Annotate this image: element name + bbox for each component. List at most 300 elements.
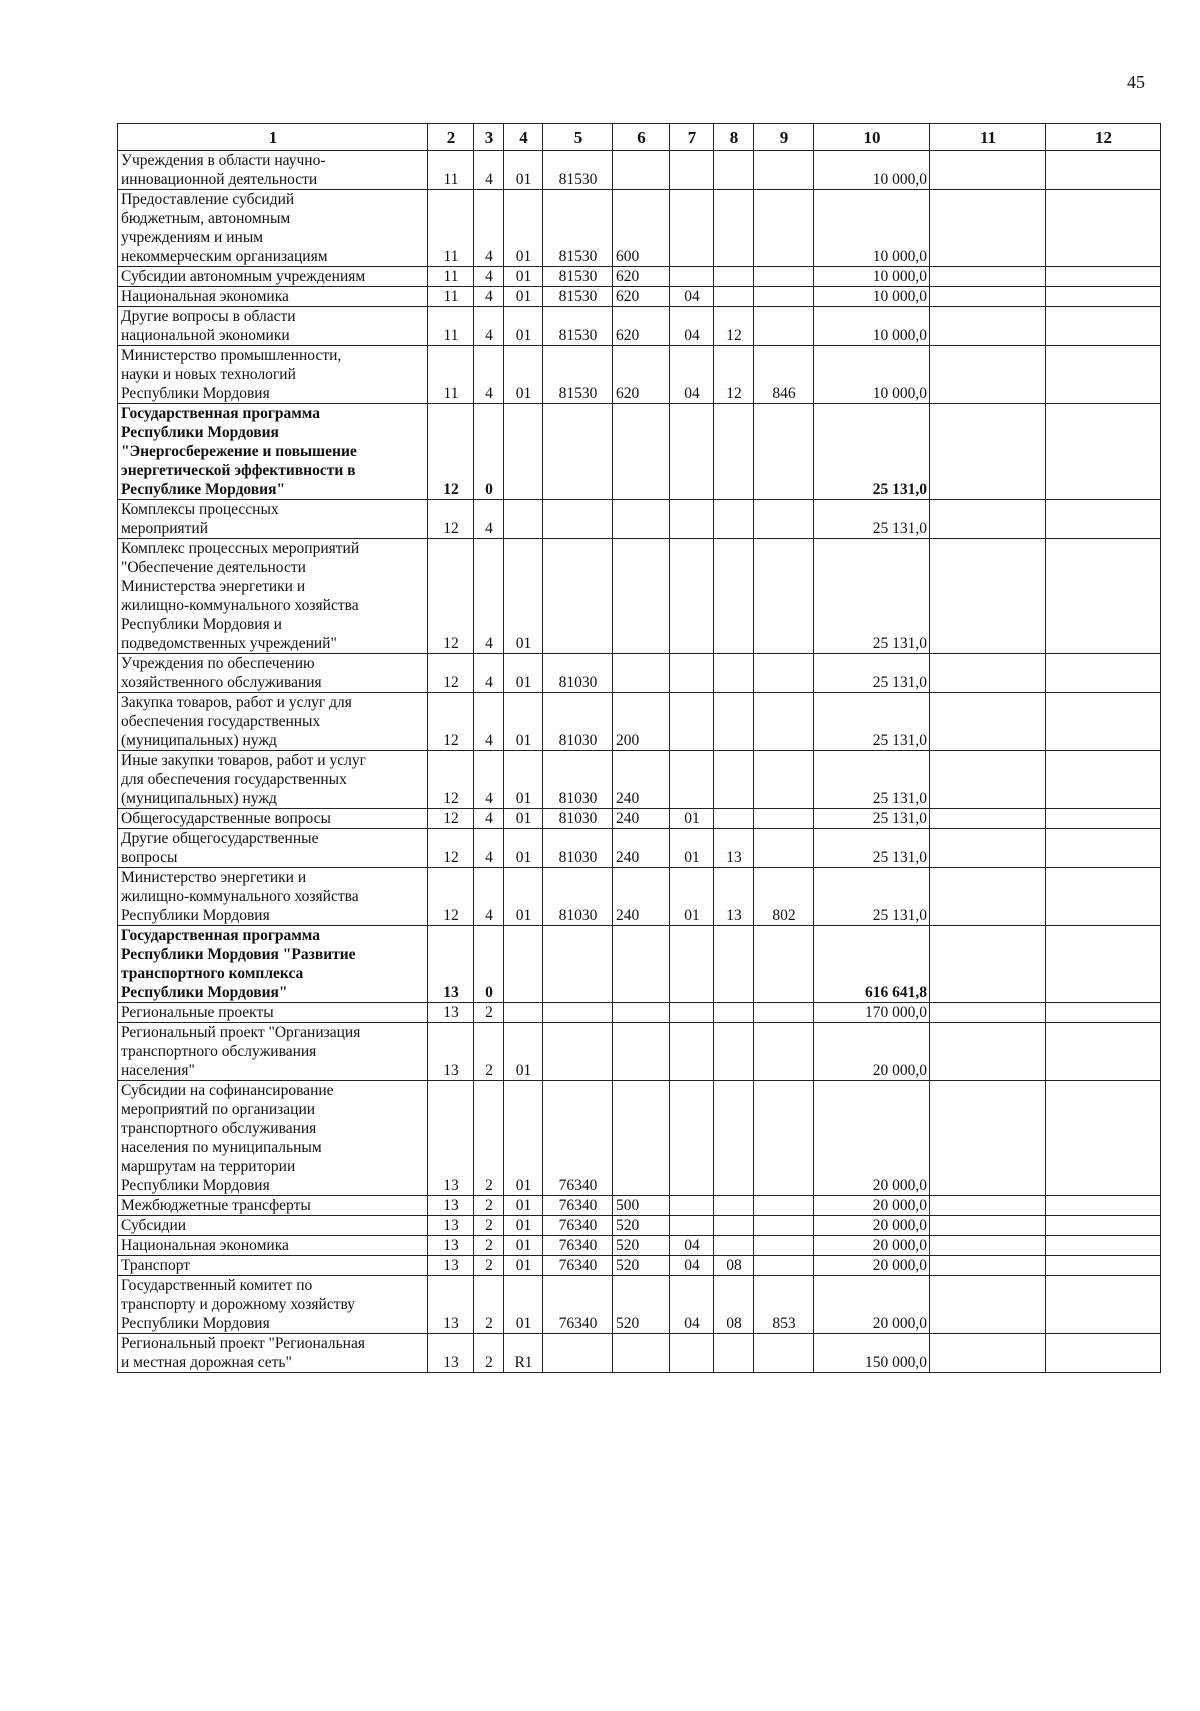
header-cell: 3 <box>474 124 504 151</box>
amount-cell <box>930 539 1046 654</box>
code-cell: 04 <box>670 307 714 346</box>
amount-cell <box>1046 1081 1161 1196</box>
code-cell <box>670 500 714 539</box>
code-cell <box>754 1216 814 1236</box>
row-name-cell: Субсидии на софинансирование мероприятий по организации транспортного обслуживания населения по муниципальным маршрутам на территории Республики Мордовия <box>118 1081 428 1196</box>
code-cell <box>613 1081 670 1196</box>
amount-cell: 10 000,0 <box>814 346 930 404</box>
code-cell: 01 <box>504 654 543 693</box>
code-cell: 81030 <box>543 751 613 809</box>
code-cell: 81030 <box>543 654 613 693</box>
amount-cell: 20 000,0 <box>814 1196 930 1216</box>
code-cell <box>714 1216 754 1236</box>
code-cell: 4 <box>474 500 504 539</box>
amount-cell: 25 131,0 <box>814 500 930 539</box>
code-cell <box>714 287 754 307</box>
amount-cell <box>1046 1256 1161 1276</box>
code-cell <box>504 500 543 539</box>
code-cell: 01 <box>670 868 714 926</box>
code-cell <box>754 307 814 346</box>
code-cell <box>504 926 543 1003</box>
code-cell: 13 <box>428 926 474 1003</box>
code-cell <box>670 1216 714 1236</box>
amount-cell <box>930 151 1046 190</box>
header-cell: 1 <box>118 124 428 151</box>
code-cell <box>670 693 714 751</box>
amount-cell <box>1046 1236 1161 1256</box>
table-row <box>118 829 1161 868</box>
table-row <box>118 654 1161 693</box>
code-cell <box>714 654 754 693</box>
code-cell <box>714 1334 754 1373</box>
code-cell: 01 <box>504 346 543 404</box>
code-cell: R1 <box>504 1334 543 1373</box>
code-cell: 01 <box>504 1081 543 1196</box>
row-name-cell: Закупка товаров, работ и услуг для обеспечения государственных (муниципальных) нужд <box>118 693 428 751</box>
amount-cell: 25 131,0 <box>814 693 930 751</box>
code-cell: 200 <box>613 693 670 751</box>
code-cell: 13 <box>428 1196 474 1216</box>
table-row <box>118 287 1161 307</box>
code-cell: 13 <box>714 829 754 868</box>
code-cell: 11 <box>428 287 474 307</box>
code-cell: 81530 <box>543 267 613 287</box>
code-cell: 520 <box>613 1256 670 1276</box>
code-cell <box>754 151 814 190</box>
code-cell: 11 <box>428 151 474 190</box>
code-cell: 520 <box>613 1276 670 1334</box>
code-cell <box>754 654 814 693</box>
code-cell: 04 <box>670 346 714 404</box>
code-cell: 01 <box>504 1236 543 1256</box>
code-cell <box>754 287 814 307</box>
budget-table <box>117 123 1161 1373</box>
row-name-cell: Региональный проект "Организация транспортного обслуживания населения" <box>118 1023 428 1081</box>
amount-cell: 10 000,0 <box>814 151 930 190</box>
amount-cell <box>1046 1023 1161 1081</box>
code-cell: 01 <box>504 190 543 267</box>
code-cell: 4 <box>474 751 504 809</box>
amount-cell <box>1046 287 1161 307</box>
header-row <box>118 124 1161 151</box>
code-cell: 76340 <box>543 1081 613 1196</box>
row-name-cell: Транспорт <box>118 1256 428 1276</box>
amount-cell <box>1046 868 1161 926</box>
amount-cell <box>930 693 1046 751</box>
code-cell <box>670 654 714 693</box>
header-cell: 11 <box>930 124 1046 151</box>
amount-cell <box>930 346 1046 404</box>
code-cell: 13 <box>428 1023 474 1081</box>
code-cell <box>714 1196 754 1216</box>
code-cell: 81530 <box>543 307 613 346</box>
amount-cell <box>1046 1003 1161 1023</box>
amount-cell: 150 000,0 <box>814 1334 930 1373</box>
code-cell: 12 <box>428 693 474 751</box>
code-cell <box>714 751 754 809</box>
row-name-cell: Государственный комитет по транспорту и дорожному хозяйству Республики Мордовия <box>118 1276 428 1334</box>
code-cell <box>714 693 754 751</box>
code-cell: 4 <box>474 190 504 267</box>
code-cell: 240 <box>613 751 670 809</box>
code-cell <box>754 1081 814 1196</box>
code-cell: 81030 <box>543 868 613 926</box>
code-cell <box>543 1023 613 1081</box>
amount-cell <box>1046 267 1161 287</box>
code-cell <box>754 404 814 500</box>
code-cell: 11 <box>428 307 474 346</box>
row-name-cell: Комплекс процессных мероприятий "Обеспечение деятельности Министерства энергетики и жилищно-коммунального хозяйства Республики Мордовия и подведомственных учреждений" <box>118 539 428 654</box>
code-cell: 01 <box>504 829 543 868</box>
code-cell <box>754 1023 814 1081</box>
row-name-cell: Учреждения в области научно- инновационной деятельности <box>118 151 428 190</box>
code-cell <box>613 1003 670 1023</box>
amount-cell <box>930 1023 1046 1081</box>
code-cell: 2 <box>474 1081 504 1196</box>
row-name-cell: Субсидии автономным учреждениям <box>118 267 428 287</box>
table-row <box>118 307 1161 346</box>
code-cell <box>613 404 670 500</box>
amount-cell <box>1046 539 1161 654</box>
amount-cell <box>930 1196 1046 1216</box>
code-cell: 01 <box>504 809 543 829</box>
table-body <box>118 151 1161 1373</box>
amount-cell <box>930 287 1046 307</box>
code-cell: 2 <box>474 1196 504 1216</box>
header-cell: 9 <box>754 124 814 151</box>
code-cell <box>670 151 714 190</box>
header-cell: 8 <box>714 124 754 151</box>
row-name-cell: Национальная экономика <box>118 1236 428 1256</box>
amount-cell <box>1046 346 1161 404</box>
code-cell <box>714 926 754 1003</box>
code-cell: 600 <box>613 190 670 267</box>
code-cell: 01 <box>504 307 543 346</box>
code-cell <box>670 1196 714 1216</box>
row-name-cell: Комплексы процессных мероприятий <box>118 500 428 539</box>
code-cell: 620 <box>613 307 670 346</box>
amount-cell <box>1046 926 1161 1003</box>
row-name-cell: Министерство энергетики и жилищно-коммунального хозяйства Республики Мордовия <box>118 868 428 926</box>
code-cell: 13 <box>428 1003 474 1023</box>
table-row <box>118 267 1161 287</box>
amount-cell: 10 000,0 <box>814 267 930 287</box>
amount-cell <box>930 404 1046 500</box>
code-cell <box>754 1256 814 1276</box>
code-cell: 01 <box>504 539 543 654</box>
code-cell <box>714 1081 754 1196</box>
code-cell <box>714 151 754 190</box>
code-cell <box>543 404 613 500</box>
code-cell: 13 <box>714 868 754 926</box>
amount-cell: 10 000,0 <box>814 190 930 267</box>
amount-cell <box>930 1276 1046 1334</box>
code-cell <box>714 267 754 287</box>
code-cell: 620 <box>613 287 670 307</box>
header-cell: 7 <box>670 124 714 151</box>
code-cell <box>714 1023 754 1081</box>
row-name-cell: Субсидии <box>118 1216 428 1236</box>
code-cell <box>613 151 670 190</box>
row-name-cell: Иные закупки товаров, работ и услуг для обеспечения государственных (муниципальных) нужд <box>118 751 428 809</box>
code-cell: 802 <box>754 868 814 926</box>
code-cell <box>613 926 670 1003</box>
table-row <box>118 1216 1161 1236</box>
code-cell: 4 <box>474 868 504 926</box>
amount-cell: 20 000,0 <box>814 1023 930 1081</box>
code-cell: 2 <box>474 1216 504 1236</box>
code-cell <box>714 1003 754 1023</box>
code-cell <box>754 926 814 1003</box>
amount-cell <box>1046 829 1161 868</box>
amount-cell <box>930 1334 1046 1373</box>
code-cell: 240 <box>613 868 670 926</box>
amount-cell <box>1046 190 1161 267</box>
code-cell: 13 <box>428 1236 474 1256</box>
code-cell <box>543 1334 613 1373</box>
code-cell <box>670 539 714 654</box>
row-name-cell: Другие вопросы в области национальной экономики <box>118 307 428 346</box>
code-cell: 12 <box>428 809 474 829</box>
code-cell: 76340 <box>543 1196 613 1216</box>
code-cell <box>714 539 754 654</box>
table-row <box>118 1003 1161 1023</box>
header-cell: 4 <box>504 124 543 151</box>
table-row <box>118 693 1161 751</box>
code-cell <box>754 1334 814 1373</box>
code-cell: 520 <box>613 1216 670 1236</box>
amount-cell <box>930 809 1046 829</box>
code-cell: 81530 <box>543 190 613 267</box>
page-number: 45 <box>1127 72 1145 92</box>
code-cell <box>754 1196 814 1216</box>
code-cell: 13 <box>428 1081 474 1196</box>
code-cell: 0 <box>474 404 504 500</box>
amount-cell <box>1046 151 1161 190</box>
code-cell: 2 <box>474 1003 504 1023</box>
code-cell: 13 <box>428 1334 474 1373</box>
table-row <box>118 1256 1161 1276</box>
code-cell <box>754 190 814 267</box>
code-cell: 4 <box>474 267 504 287</box>
table-row <box>118 500 1161 539</box>
code-cell: 12 <box>428 829 474 868</box>
code-cell: 0 <box>474 926 504 1003</box>
header-cell: 12 <box>1046 124 1161 151</box>
code-cell <box>754 829 814 868</box>
table-row <box>118 404 1161 500</box>
code-cell <box>670 751 714 809</box>
code-cell: 4 <box>474 829 504 868</box>
amount-cell: 20 000,0 <box>814 1216 930 1236</box>
row-name-cell: Межбюджетные трансферты <box>118 1196 428 1216</box>
code-cell: 04 <box>670 1276 714 1334</box>
code-cell: 81530 <box>543 346 613 404</box>
code-cell: 01 <box>670 829 714 868</box>
amount-cell <box>930 190 1046 267</box>
row-name-cell: Государственная программа Республики Мордовия "Развитие транспортного комплекса Республики Мордовия" <box>118 926 428 1003</box>
code-cell: 12 <box>714 307 754 346</box>
code-cell <box>543 926 613 1003</box>
table-row <box>118 539 1161 654</box>
code-cell: 01 <box>504 1256 543 1276</box>
code-cell <box>543 539 613 654</box>
table-row <box>118 1081 1161 1196</box>
code-cell: 01 <box>504 267 543 287</box>
amount-cell <box>1046 1196 1161 1216</box>
header-cell: 10 <box>814 124 930 151</box>
code-cell <box>543 500 613 539</box>
amount-cell: 20 000,0 <box>814 1256 930 1276</box>
table-row <box>118 926 1161 1003</box>
table-row <box>118 1334 1161 1373</box>
code-cell <box>504 404 543 500</box>
code-cell: 2 <box>474 1276 504 1334</box>
code-cell <box>754 539 814 654</box>
code-cell: 01 <box>504 287 543 307</box>
code-cell: 08 <box>714 1256 754 1276</box>
code-cell: 11 <box>428 346 474 404</box>
table-row <box>118 1276 1161 1334</box>
amount-cell: 25 131,0 <box>814 829 930 868</box>
code-cell <box>613 500 670 539</box>
amount-cell <box>1046 693 1161 751</box>
code-cell <box>754 809 814 829</box>
code-cell: 04 <box>670 1236 714 1256</box>
code-cell: 01 <box>504 693 543 751</box>
amount-cell <box>930 751 1046 809</box>
amount-cell: 25 131,0 <box>814 751 930 809</box>
code-cell: 76340 <box>543 1256 613 1276</box>
code-cell <box>670 1081 714 1196</box>
amount-cell <box>930 829 1046 868</box>
code-cell: 4 <box>474 307 504 346</box>
code-cell: 12 <box>714 346 754 404</box>
code-cell: 4 <box>474 539 504 654</box>
code-cell: 12 <box>428 654 474 693</box>
header-cell: 2 <box>428 124 474 151</box>
amount-cell: 25 131,0 <box>814 539 930 654</box>
amount-cell: 170 000,0 <box>814 1003 930 1023</box>
code-cell: 81530 <box>543 151 613 190</box>
code-cell: 12 <box>428 500 474 539</box>
code-cell: 4 <box>474 809 504 829</box>
code-cell: 08 <box>714 1276 754 1334</box>
table-row <box>118 1196 1161 1216</box>
amount-cell <box>930 1081 1046 1196</box>
row-name-cell: Министерство промышленности, науки и новых технологий Республики Мордовия <box>118 346 428 404</box>
table-row <box>118 868 1161 926</box>
code-cell <box>754 693 814 751</box>
amount-cell <box>1046 500 1161 539</box>
table-row <box>118 151 1161 190</box>
code-cell <box>714 1236 754 1256</box>
amount-cell: 25 131,0 <box>814 809 930 829</box>
code-cell <box>670 404 714 500</box>
code-cell: 853 <box>754 1276 814 1334</box>
amount-cell <box>930 1236 1046 1256</box>
code-cell: 01 <box>504 1023 543 1081</box>
code-cell <box>670 1334 714 1373</box>
code-cell <box>754 1236 814 1256</box>
code-cell <box>754 1003 814 1023</box>
amount-cell <box>1046 1216 1161 1236</box>
code-cell <box>754 751 814 809</box>
code-cell: 76340 <box>543 1236 613 1256</box>
code-cell: 76340 <box>543 1216 613 1236</box>
code-cell: 11 <box>428 267 474 287</box>
amount-cell <box>1046 307 1161 346</box>
amount-cell <box>1046 751 1161 809</box>
code-cell: 4 <box>474 151 504 190</box>
row-name-cell: Государственная программа Республики Мордовия "Энергосбережение и повышение энергетической эффективности в Республике Мордовия" <box>118 404 428 500</box>
code-cell: 2 <box>474 1023 504 1081</box>
code-cell <box>670 190 714 267</box>
code-cell: 81530 <box>543 287 613 307</box>
amount-cell <box>930 500 1046 539</box>
code-cell: 2 <box>474 1236 504 1256</box>
amount-cell <box>930 654 1046 693</box>
row-name-cell: Другие общегосударственные вопросы <box>118 829 428 868</box>
code-cell: 01 <box>504 1276 543 1334</box>
code-cell: 500 <box>613 1196 670 1216</box>
code-cell <box>714 500 754 539</box>
table-row <box>118 1236 1161 1256</box>
code-cell <box>613 654 670 693</box>
amount-cell: 20 000,0 <box>814 1276 930 1334</box>
amount-cell: 25 131,0 <box>814 654 930 693</box>
code-cell: 01 <box>670 809 714 829</box>
code-cell: 01 <box>504 1196 543 1216</box>
code-cell: 13 <box>428 1276 474 1334</box>
amount-cell: 10 000,0 <box>814 287 930 307</box>
code-cell: 12 <box>428 404 474 500</box>
table-row <box>118 751 1161 809</box>
code-cell: 81030 <box>543 693 613 751</box>
code-cell: 81030 <box>543 809 613 829</box>
code-cell: 12 <box>428 868 474 926</box>
code-cell: 12 <box>428 539 474 654</box>
amount-cell: 616 641,8 <box>814 926 930 1003</box>
code-cell <box>613 1334 670 1373</box>
code-cell <box>670 1003 714 1023</box>
code-cell: 12 <box>428 751 474 809</box>
amount-cell <box>930 307 1046 346</box>
code-cell <box>670 926 714 1003</box>
code-cell: 520 <box>613 1236 670 1256</box>
code-cell <box>613 1023 670 1081</box>
code-cell: 04 <box>670 1256 714 1276</box>
table-row <box>118 190 1161 267</box>
code-cell: 240 <box>613 829 670 868</box>
table-row <box>118 1023 1161 1081</box>
code-cell <box>670 267 714 287</box>
code-cell <box>543 1003 613 1023</box>
code-cell <box>714 809 754 829</box>
code-cell: 620 <box>613 346 670 404</box>
code-cell: 76340 <box>543 1276 613 1334</box>
row-name-cell: Региональные проекты <box>118 1003 428 1023</box>
code-cell: 2 <box>474 1334 504 1373</box>
row-name-cell: Учреждения по обеспечению хозяйственного обслуживания <box>118 654 428 693</box>
code-cell: 620 <box>613 267 670 287</box>
code-cell: 4 <box>474 287 504 307</box>
code-cell: 4 <box>474 346 504 404</box>
code-cell: 81030 <box>543 829 613 868</box>
header-cell: 6 <box>613 124 670 151</box>
table-row <box>118 809 1161 829</box>
amount-cell <box>930 1003 1046 1023</box>
